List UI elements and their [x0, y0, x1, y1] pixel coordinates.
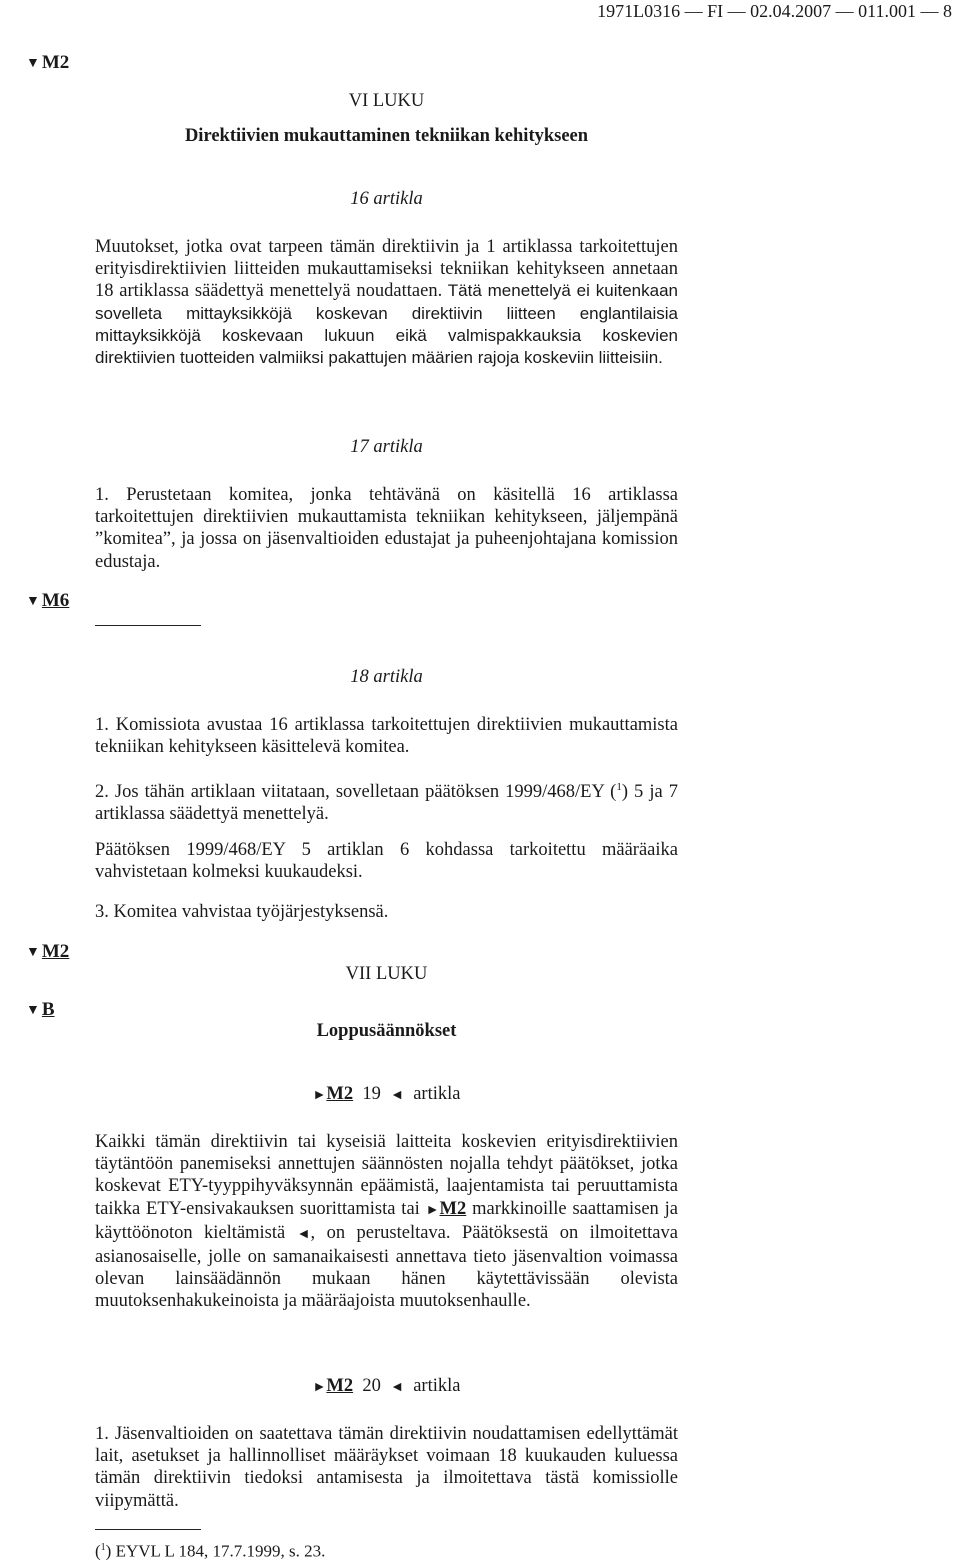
chapter-heading: VII LUKU	[345, 964, 428, 984]
article-title-17: 17 artikla	[350, 437, 423, 457]
triangle-down-icon: ▼	[26, 1003, 40, 1018]
amendment-marker-m2[interactable]: ▼ M2	[26, 941, 70, 962]
article-title-16: 16 artikla	[350, 189, 423, 209]
amendment-link-m2[interactable]: M2	[439, 1198, 467, 1219]
amendment-link-m2[interactable]: M2	[326, 1084, 354, 1104]
article-18-paragraph-2: 2. Jos tähän artiklaan viitataan, sovelletaan päätöksen 1999/468/EY ($^1$) 5 ja 7 artiklassa säädettyä menettelyä.	[95, 781, 678, 825]
article-18-paragraph-4: 3. Komitea vahvistaa työjärjestyksensä.	[95, 902, 389, 922]
deleted-text-rule	[95, 625, 201, 626]
footnote-separator	[95, 1529, 201, 1530]
triangle-left-icon: ◄	[390, 1380, 404, 1395]
triangle-left-icon: ◄	[390, 1088, 404, 1103]
article-17-paragraph-1: 1. Perustetaan komitea, jonka tehtävänä on käsitellä 16 artiklassa tarkoitettujen direktiivien mukauttamista tekniikan kehitykseen, jäljempänä ”komitea”, ja jossa on jäsenvaltioiden edustajat ja puheenjohtajana komission edustaja.	[95, 485, 678, 572]
article-title-19: ►M2 19 ◄ artikla	[312, 1084, 461, 1104]
article-16-text-a: Muutokset, jotka ovat tarpeen tämän direktiivin ja 1 artiklassa tarkoitettujen erityisdirektiivien liitteiden mukauttamiseksi tekniikan kehitykseen annetaan 18 artiklassa säädettyä menettelyä noudattaen.	[95, 237, 678, 302]
article-19-paragraph: Kaikki tämän direktiivin tai kyseisiä laitteita koskevien erityisdirektiivien täytäntöön panemiseksi annettujen säännösten nojalla tehdyt päätökset, jotka koskevat ETY-tyyppihyväksynnän epäämistä, laajentamista tai peruuttamista taikka ETY-ensivakauksen suorittamista tai ►M2 markkinoille saattamisen ja käyttöönoton kieltämistä ◄, on perusteltava. Päätöksestä on ilmoitettava asianosaiselle, jolle on samanaikaisesti annettava tieto jäsenvaltion voimassa olevan lainsäädännön mukaan hänen käytettävissään olevista muutoksenhakukeinoista ja määräajoista muutoksenhaulle.	[95, 1132, 678, 1312]
chapter-title: Loppusäännökset	[316, 1021, 457, 1041]
triangle-left-icon: ◄	[296, 1226, 311, 1242]
triangle-down-icon: ▼	[26, 945, 40, 960]
footnote-ref[interactable]: 1	[616, 781, 622, 793]
document-header: 1971L0316 — FI — 02.04.2007 — 011.001 — 8	[597, 1, 952, 21]
triangle-right-icon: ►	[312, 1088, 327, 1103]
article-16-text-b: Tätä menettelyä ei kuitenkaan sovelleta mittayksikköjä koskevan direktiivin liitteen englantilaisia mittayksikköjä koskevaan lukuun eikä valmispakkauksia koskevien direktiivien tuotteiden valmiiksi pakattujen määrien rajoja koskeviin liitteisiin.	[95, 281, 678, 368]
article-20-paragraph-1: 1. Jäsenvaltioiden on saatettava tämän direktiivin noudattamisen edellyttämät lait, asetukset ja hallinnolliset määräykset voimaan 18 kuukauden kuluessa tämän direktiivin tiedoksi antamisesta ja ilmoitettava tästä komissiolle viipymättä.	[95, 1424, 678, 1511]
article-18-paragraph-3: Päätöksen 1999/468/EY 5 artiklan 6 kohdassa tarkoitettu määräaika vahvistetaan kolmeksi kuukaudeksi.	[95, 840, 678, 883]
article-18-paragraph-1: 1. Komissiota avustaa 16 artiklassa tarkoitettujen direktiivien mukauttamista tekniikan kehitykseen käsittelevä komitea.	[95, 715, 678, 758]
triangle-down-icon: ▼	[26, 594, 40, 609]
chapter-heading: VI LUKU	[348, 91, 425, 111]
amendment-marker-m2[interactable]: ▼ M2	[26, 52, 70, 73]
article-16-paragraph	[95, 236, 678, 369]
amendment-link-m2[interactable]: M2	[326, 1376, 354, 1396]
triangle-down-icon: ▼	[26, 56, 40, 71]
amendment-marker-b[interactable]: ▼ B	[26, 999, 55, 1020]
triangle-right-icon: ►	[425, 1202, 440, 1218]
footnote: ($^1$) EYVL L 184, 17.7.1999, s. 23.	[95, 1541, 326, 1561]
chapter-title: Direktiivien mukauttaminen tekniikan kehitykseen	[184, 126, 589, 146]
triangle-right-icon: ►	[312, 1380, 327, 1395]
article-title-20: ►M2 20 ◄ artikla	[312, 1376, 461, 1396]
amendment-marker-m6[interactable]: ▼ M6	[26, 590, 70, 611]
article-title-18: 18 artikla	[350, 667, 423, 687]
